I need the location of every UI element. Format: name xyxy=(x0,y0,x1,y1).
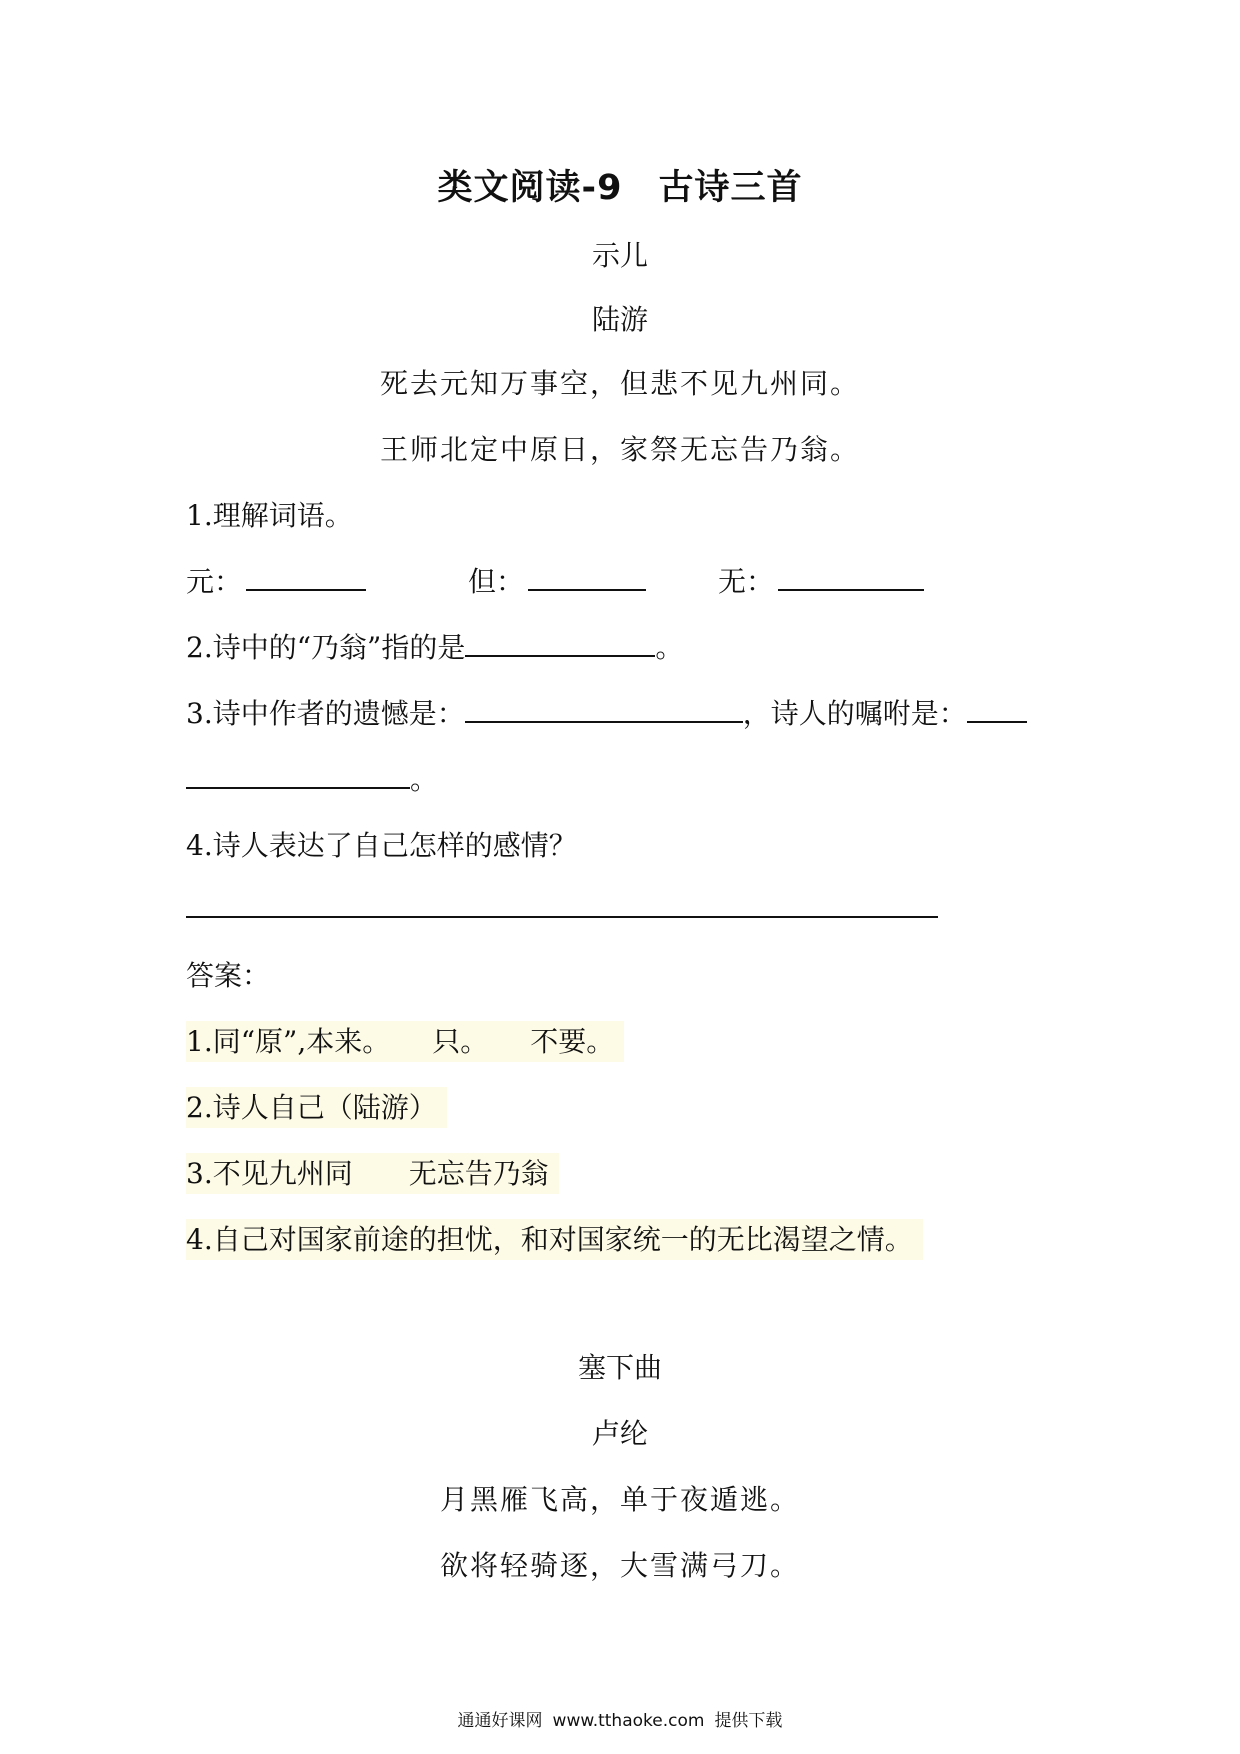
footer xyxy=(0,1706,1240,1731)
answer-2-text: 2.诗人自己（陆游） xyxy=(186,1087,447,1128)
question-3-text: 3.诗中作者的遗憾是： xyxy=(186,697,465,730)
page-title-left: 类文阅读-9 xyxy=(437,168,623,208)
poem1-author: 陆游 xyxy=(591,303,648,336)
answer-1-text: 1.同“原”,本来。 只。 不要。 xyxy=(186,1021,624,1062)
answers-label: 答案： xyxy=(186,959,271,992)
page-title-right: 古诗三首 xyxy=(658,168,803,208)
answer-blank-2[interactable] xyxy=(528,565,646,591)
page-title xyxy=(0,160,1240,210)
poem2-title: 塞下曲 xyxy=(577,1351,662,1384)
answer-line-q4[interactable] xyxy=(186,916,938,918)
footer-url[interactable]: www.tthaoke.com xyxy=(552,1711,705,1731)
poem2-line-2: 欲将轻骑逐，大雪满弓刀。 xyxy=(439,1549,800,1582)
question-3-end: 。 xyxy=(410,763,439,796)
question-1-item-1-label: 元： xyxy=(186,565,243,598)
answer-blank-3[interactable] xyxy=(778,565,924,591)
answer-blank-q3-b[interactable] xyxy=(967,697,1027,723)
question-3-middle: ，诗人的嘱咐是： xyxy=(742,697,967,730)
answer-blank-1[interactable] xyxy=(246,565,366,591)
poem1-title: 示儿 xyxy=(591,239,648,272)
answer-3 xyxy=(186,1152,559,1192)
footer-note: 提供下载 xyxy=(714,1711,783,1731)
question-1-item-2 xyxy=(468,560,646,600)
answer-blank-q3-a[interactable] xyxy=(465,697,743,723)
answer-blank-q2[interactable] xyxy=(465,631,655,657)
poem2-line-1: 月黑雁飞高，单于夜遁逃。 xyxy=(439,1483,800,1516)
poem1-line-2: 王师北定中原日，家祭无忘告乃翁。 xyxy=(379,433,860,466)
poem2-author: 卢纶 xyxy=(591,1417,648,1450)
question-3 xyxy=(186,692,1027,732)
question-2-text: 2.诗中的“乃翁”指的是 xyxy=(186,631,466,664)
answer-blank-q3-c[interactable] xyxy=(186,763,410,789)
answer-3-text: 3.不见九州同 无忘告乃翁 xyxy=(186,1153,559,1194)
question-3-continued xyxy=(186,758,438,798)
question-1-item-2-label: 但： xyxy=(468,565,525,598)
answer-4-text: 4.自己对国家前途的担忧，和对国家统一的无比渴望之情。 xyxy=(186,1219,923,1260)
poem1-line-1: 死去元知万事空，但悲不见九州同。 xyxy=(379,367,860,400)
question-2-end: 。 xyxy=(655,631,684,664)
footer-site: 通通好课网 xyxy=(457,1711,543,1731)
answer-2 xyxy=(186,1086,447,1126)
question-2 xyxy=(186,626,683,666)
question-1-item-3-label: 无： xyxy=(718,565,775,598)
answer-1 xyxy=(186,1020,624,1060)
question-1-item-1 xyxy=(186,560,366,600)
question-4: 4.诗人表达了自己怎样的感情？ xyxy=(186,829,577,862)
question-1-item-3 xyxy=(718,560,924,600)
question-1: 1.理解词语。 xyxy=(186,499,353,532)
answer-4 xyxy=(186,1218,923,1258)
